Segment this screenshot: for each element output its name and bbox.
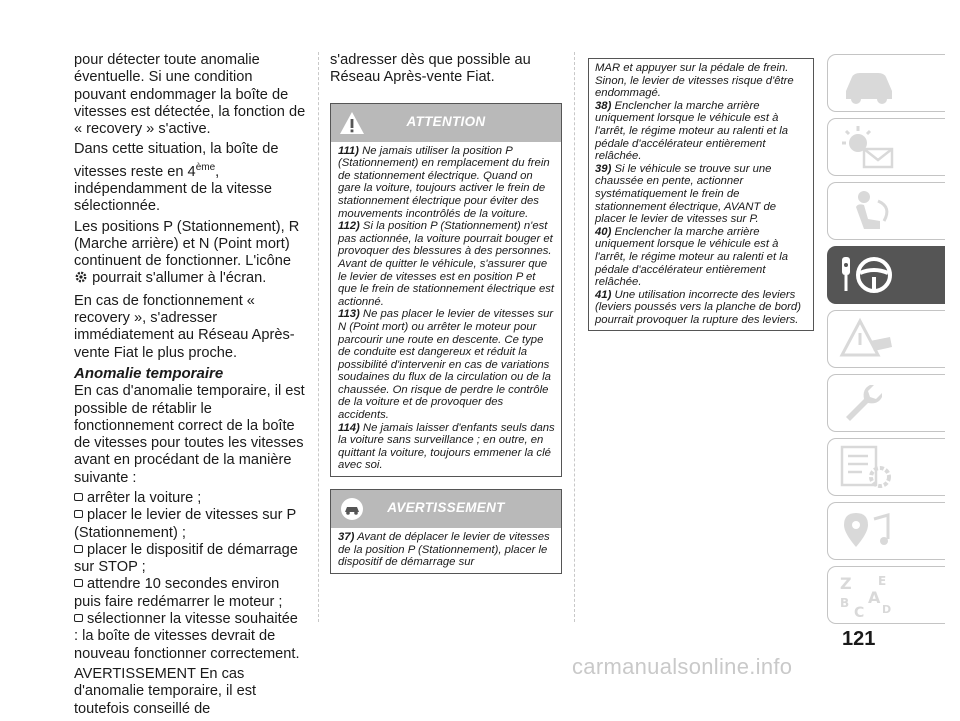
svg-text:Z: Z [840,574,852,593]
middle-column [330,52,562,586]
key-steering-icon [838,251,898,301]
light-mail-icon [838,123,898,173]
column-divider [574,52,575,622]
tab-emergency[interactable] [827,310,945,368]
list-item: 39) Si le véhicule se trouve sur une chaussée en pente, actionner systématiquement le frein de stationnement électrique, AVANT de placer le levier de vitesses sur P. [595,162,777,226]
list-item: 38) Enclencher la marche arrière uniquement lorsque le véhicule est à l'arrêt, le régime moteur au ralenti et la pédale d'accélérateur entièrement relâchée. [595,99,789,163]
list-item: placer le dispositif de démarrage sur STOP ; [74,541,298,576]
warning-lead-text: MAR et appuyer sur la pédale de frein. Sinon, le levier de vitesses risque d'être endommagé. [595,62,794,100]
attention-box [330,103,562,477]
warning-box-continued [588,58,814,331]
tab-multimedia[interactable] [827,502,945,560]
paragraph-warning: AVERTISSEMENT En cas d'anomalie temporaire, il est toutefois conseillé de [74,665,257,717]
warning-box [330,489,562,574]
list-item: 112) Si la position P (Stationnement) n'est pas actionnée, la voiture pourrait bouger et provoquer des blessures à des personnes. Avant de quitter le véhicule, s'assurer que le levier de vitesses est en position P et que le frein de stationnement électrique est actionné. [338,220,555,308]
list-item: 114) Ne jamais laisser d'enfants seuls dans la voiture sans surveillance ; en outre, en quittant la voiture, toujours emmener la clé avec soi. [338,421,555,472]
list-item: 40) Enclencher la marche arrière uniquement lorsque le véhicule est à l'arrêt, le régime moteur au ralenti et la pédale d'accélérateur entièrement relâchée. [595,225,789,289]
watermark-text: carmanualsonline.info [572,654,793,679]
list-item: 113) Ne pas placer le levier de vitesses sur N (Point mort) ou arrêter le moteur pour parcourir une route en descente. Ce type de conduite est dangereux et réduit la possibilité d'intervenir en cas de variations soudaines du flux de la circulation ou de la chaussée. On risque de perdre le contrôle de la voiture et de provoquer des accidents. [338,308,554,422]
tab-starting-driving[interactable] [827,246,945,304]
tab-lights[interactable] [827,118,945,176]
checkbox-bullet-icon [74,493,83,501]
checkbox-bullet-icon [74,614,83,622]
attention-body [331,142,561,476]
warning-body-continued [589,59,813,330]
paragraph-continued: s'adresser dès que possible au Réseau Après-vente Fiat. [330,52,531,86]
alphabet-index-icon [838,571,898,621]
list-item: 41) Une utilisation incorrecte des leviers (leviers poussés vers la planche de bord) pourrait provoquer la rupture des leviers. [595,288,801,326]
list-item: 111) Ne jamais utiliser la position P (Stationnement) en remplacement du frein de stationnement électrique. Quand on gare la voiture, toujours activer le frein de stationnement électrique pour éviter des mouvements incontrôlés de la voiture. [338,144,550,220]
car-icon [838,59,898,109]
svg-text:A: A [868,588,881,607]
page-number: 121 [842,628,876,650]
tab-vehicle[interactable] [827,54,945,112]
warning-title: AVERTISSEMENT [387,500,505,516]
paragraph-intro: pour détecter toute anomalie éventuelle. Si une condition pouvant endommager la boîte de vitesses est détectée, la fonction de « recovery » s'active. [74,52,306,138]
list-item: arrêter la voiture ; [74,490,306,507]
tab-index[interactable] [827,566,945,624]
chapter-tabs [827,54,945,630]
column-divider [318,52,319,622]
list-item: 37) Avant de déplacer le levier de vitesses de la position P (Stationnement), placer le dispositif de démarrage sur [338,531,550,569]
tab-safety[interactable] [827,182,945,240]
warning-header [331,490,561,528]
section-heading: Anomalie temporaire [74,364,224,382]
warning-triangle-icon [838,315,898,365]
tab-technical-data[interactable] [827,438,945,496]
gear-warning-icon [74,270,88,289]
list-item: attendre 10 secondes environ puis faire redémarrer le moteur ; [74,576,283,610]
list-item: sélectionner la vitesse souhaitée : la boîte de vitesses devrait de nouveau fonctionner correctement. [74,611,300,662]
left-column [74,52,306,721]
checkbox-bullet-icon [74,579,83,587]
seat-airbag-icon [838,187,898,237]
checkbox-bullet-icon [74,545,83,553]
paragraph-positions: Les positions P (Stationnement), R (Marche arrière) et N (Point mort) continuent de fonctionner. L'icône pourrait s'allumer à l'écran. [74,219,306,290]
nav-music-icon [838,507,898,557]
wrench-icon [838,379,898,429]
paragraph-temporary: En cas d'anomalie temporaire, il est possible de rétablir le fonctionnement correct de la boîte de vitesses pour toutes les vitesses avant en procédant de la manière suivante : [74,383,305,486]
attention-header [331,104,561,142]
checkbox-bullet-icon [74,510,83,518]
checklist-icon [838,443,898,493]
list-item: placer le levier de vitesses sur P (Stationnement) ; [74,507,297,541]
svg-text:E: E [878,574,887,588]
tab-maintenance[interactable] [827,374,945,432]
right-column [588,58,814,343]
svg-text:B: B [840,596,850,610]
paragraph-recovery-contact: En cas de fonctionnement « recovery », s'adresser immédiatement au Réseau Après-vente Fiat le plus proche. [74,292,295,361]
svg-text:D: D [882,603,892,616]
svg-text:C: C [854,605,865,621]
warning-body [331,528,561,573]
paragraph-recovery-gear: Dans cette situation, la boîte de vitesses reste en 4ème, indépendamment de la vitesse sélectionnée. [74,141,279,215]
attention-title: ATTENTION [406,113,486,129]
